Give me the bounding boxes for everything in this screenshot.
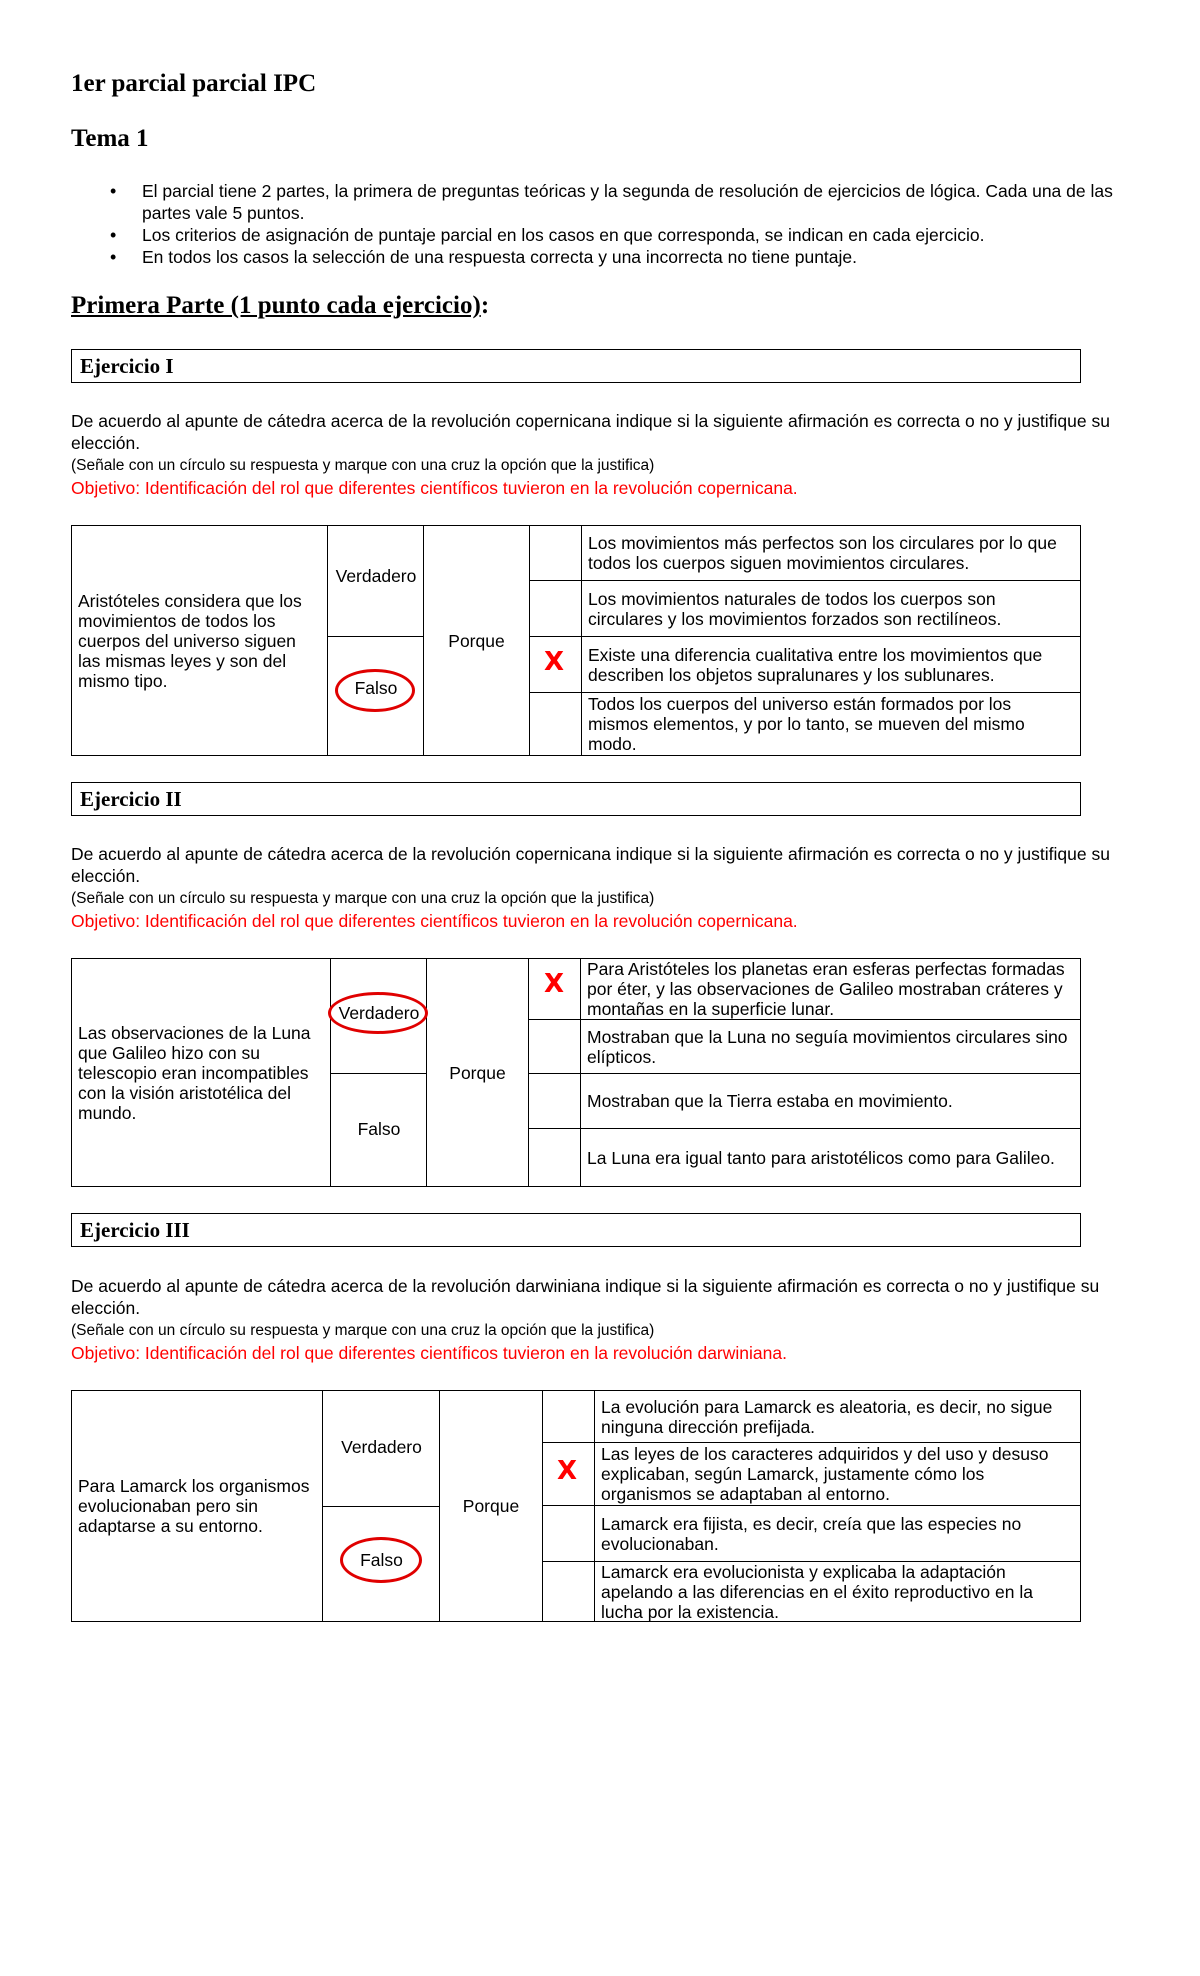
exercise-1-statement: Aristóteles considera que los movimientos de todos los cuerpos del universo siguen las mismas leyes y son del mismo tipo.: [78, 590, 302, 691]
exercise-1-option-3[interactable]: Existe una diferencia cualitativa entre los movimientos que describen los objetos supralunares y los sublunares.: [588, 644, 1043, 685]
exercise-2-option-2[interactable]: Mostraban que la Luna no seguía movimientos circulares sino elípticos.: [587, 1026, 1068, 1067]
exercise-1-false-option[interactable]: Falso: [354, 678, 398, 698]
exercise-2-objective: Objetivo: Identificación del rol que diferentes científicos tuvieron en la revolución copernicana.: [71, 911, 798, 931]
instructions-list: [142, 180, 1132, 268]
exercise-1-option-4[interactable]: Todos los cuerpos del universo están formados por los mismos elementos, y por lo tanto, se mueven del mismo modo.: [588, 694, 1025, 754]
exercise-2-option-3[interactable]: Mostraban que la Tierra estaba en movimiento.: [587, 1091, 953, 1111]
exercise-3-true-option[interactable]: Verdadero: [341, 1437, 422, 1457]
exam-tema: Tema 1: [71, 125, 149, 152]
exercise-3-false-option[interactable]: Falso: [360, 1550, 403, 1570]
exercise-3-option-1[interactable]: La evolución para Lamarck es aleatoria, es decir, no sigue ninguna dirección prefijada.: [601, 1396, 1053, 1437]
exercise-3-option-2[interactable]: Las leyes de los caracteres adquiridos y del uso y desuso explicaban, según Lamarck, justamente cómo los organismos se adaptaban al entorno.: [601, 1444, 1049, 1504]
exercise-1-objective: Objetivo: Identificación del rol que diferentes científicos tuvieron en la revolución copernicana.: [71, 478, 798, 498]
exercise-3-cross-mark: X: [557, 1456, 578, 1486]
exercise-3-intro: De acuerdo al apunte de cátedra acerca de la revolución darwiniana indique si la siguiente afirmación es correcta o no y justifique su elección.: [71, 1276, 1100, 1318]
exercise-1-true-option[interactable]: Verdadero: [335, 566, 417, 586]
exercise-1-title: Ejercicio I: [80, 354, 174, 378]
exercise-1-answer-circle: [335, 669, 415, 712]
exercise-2-intro: De acuerdo al apunte de cátedra acerca de la revolución copernicana indique si la siguiente afirmación es correcta o no y justifique su elección.: [71, 844, 1110, 886]
instruction-item: • Los criterios de asignación de puntaje parcial en los casos en que corresponda, se indican en cada ejercicio.: [142, 224, 1132, 246]
part-heading: [71, 292, 489, 320]
exercise-3-option-3[interactable]: Lamarck era fijista, es decir, creía que las especies no evolucionaban.: [601, 1513, 1022, 1554]
exercise-1-note: (Señale con un círculo su respuesta y marque con una cruz la opción que la justifica): [71, 457, 655, 474]
exercise-2-statement: Las observaciones de la Luna que Galileo hizo con su telescopio eran incompatibles con la visión aristotélica del mundo.: [78, 1022, 311, 1123]
instruction-item: • En todos los casos la selección de una respuesta correcta y una incorrecta no tiene puntaje.: [142, 246, 1132, 268]
exercise-2-header: [71, 782, 1081, 816]
part-suffix: :: [480, 292, 490, 319]
exercise-1-option-2[interactable]: Los movimientos naturales de todos los cuerpos son circulares y los movimientos forzados son rectilíneos.: [588, 588, 1002, 629]
exam-title: 1er parcial parcial IPC: [71, 70, 317, 97]
exercise-3-header: [71, 1213, 1081, 1247]
exercise-1-porque: Porque: [448, 630, 505, 651]
instruction-item: • El parcial tiene 2 partes, la primera de preguntas teóricas y la segunda de resolución de ejercicios de lógica. Cada una de las partes vale 5 puntos.: [142, 180, 1132, 224]
exercise-3-statement: Para Lamarck los organismos evolucionaban pero sin adaptarse a su entorno.: [78, 1476, 310, 1536]
exercise-1-table: [71, 525, 1081, 756]
exercise-1-cross-mark: X: [544, 647, 565, 677]
exercise-2-title: Ejercicio II: [80, 787, 182, 811]
exercise-2-porque: Porque: [449, 1062, 506, 1083]
exercise-3-note: (Señale con un círculo su respuesta y marque con una cruz la opción que la justifica): [71, 1322, 655, 1339]
exercise-3-table: [71, 1390, 1081, 1622]
exercise-2-option-1[interactable]: Para Aristóteles los planetas eran esferas perfectas formadas por éter, y las observaciones de Galileo mostraban cráteres y montañas en la superficie lunar.: [587, 959, 1065, 1019]
part-title: Primera Parte (1 punto cada ejercicio): [71, 292, 481, 319]
exercise-3-objective: Objetivo: Identificación del rol que diferentes científicos tuvieron en la revolución darwiniana.: [71, 1343, 787, 1363]
exercise-1-option-1[interactable]: Los movimientos más perfectos son los circulares por lo que todos los cuerpos siguen movimientos circulares.: [588, 533, 1057, 573]
exercise-2-true-option[interactable]: Verdadero: [338, 1003, 420, 1023]
exercise-2-cross-mark: X: [544, 969, 565, 999]
exercise-3-title: Ejercicio III: [80, 1218, 190, 1242]
exercise-2-answer-circle: [328, 992, 428, 1034]
exercise-2-table: [71, 958, 1081, 1187]
exercise-1-intro: De acuerdo al apunte de cátedra acerca de la revolución copernicana indique si la siguiente afirmación es correcta o no y justifique su elección.: [71, 411, 1110, 453]
exercise-3-porque: Porque: [462, 1496, 520, 1516]
exercise-2-note: (Señale con un círculo su respuesta y marque con una cruz la opción que la justifica): [71, 890, 655, 907]
exercise-3-option-4[interactable]: Lamarck era evolucionista y explicaba la adaptación apelando a las diferencias en el éxito reproductivo en la lucha por la existencia.: [601, 1561, 1033, 1622]
exercise-2-option-4[interactable]: La Luna era igual tanto para aristotélicos como para Galileo.: [587, 1147, 1055, 1168]
exercise-2-false-option[interactable]: Falso: [357, 1119, 401, 1139]
exercise-3-answer-circle: [340, 1537, 422, 1583]
exercise-1-header: [71, 349, 1081, 383]
